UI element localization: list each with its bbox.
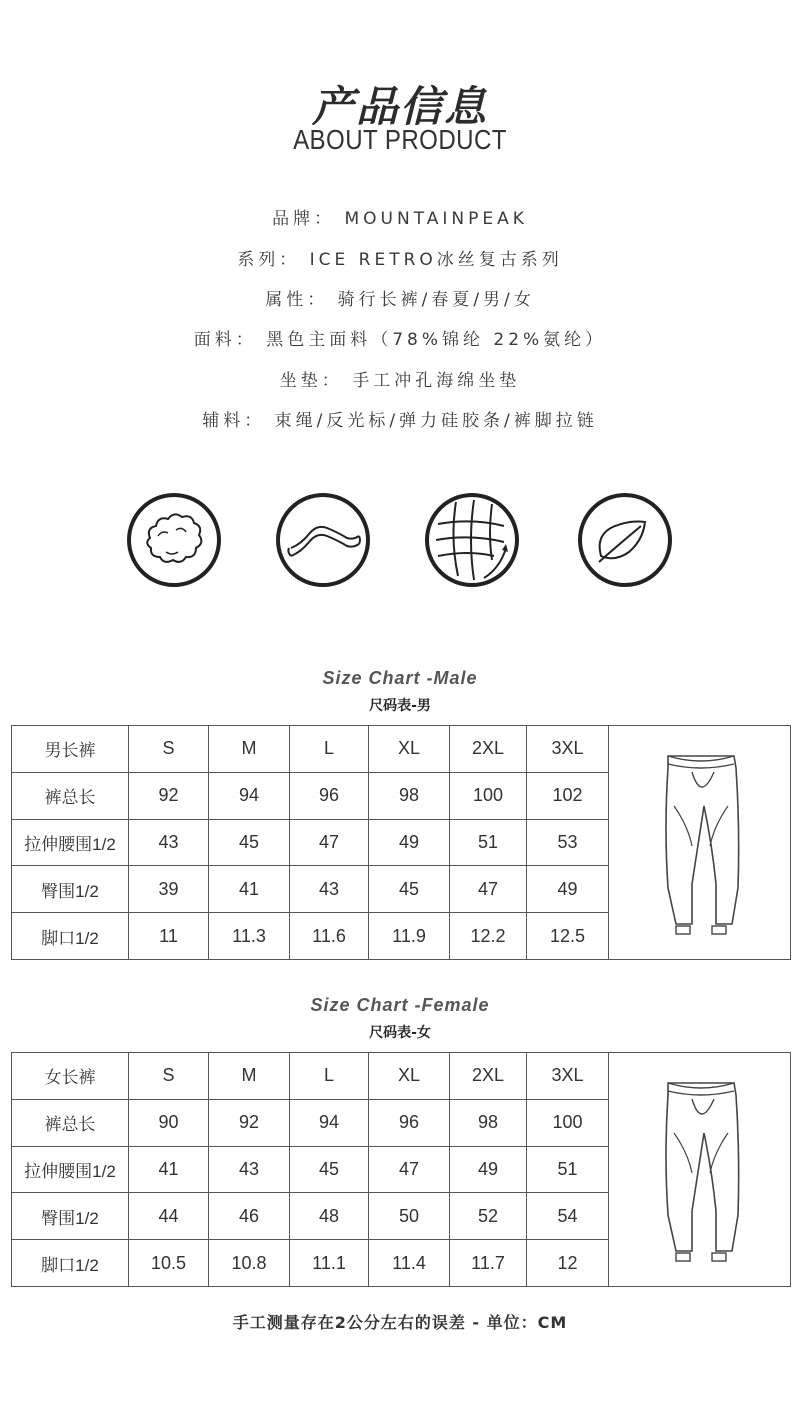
table-header-row [12,1053,791,1100]
table-cell: 92 [209,1099,290,1146]
table-cell: 45 [209,819,290,866]
stretch-fabric-icon [424,492,520,588]
table-cell: 51 [527,1146,609,1193]
table-cell: 54 [527,1193,609,1240]
table-cell: 女长裤 [12,1053,129,1100]
table-cell: 12.5 [527,913,609,960]
table-cell: S [129,1053,209,1100]
table-cell: 2XL [450,1053,527,1100]
table-cell: 100 [450,772,527,819]
table-cell: 48 [290,1193,369,1240]
table-cell: 拉伸腰围1/2 [12,1146,129,1193]
table-cell: 10.8 [209,1240,290,1287]
female-chart-title: Size Chart -Female [310,995,490,1015]
table-cell: 49 [527,866,609,913]
table-cell: 50 [369,1193,450,1240]
table-cell: 11.4 [369,1240,450,1287]
table-cell: L [290,726,369,773]
info-accessories: 辅料： 束绳/反光标/弹力硅胶条/裤脚拉链 [202,411,598,431]
table-cell: 96 [290,772,369,819]
table-cell: 41 [209,866,290,913]
female-chart-subtitle: 尺码表-女 [369,1025,431,1041]
table-cell: 49 [450,1146,527,1193]
table-cell: 拉伸腰围1/2 [12,819,129,866]
table-cell: 11.1 [290,1240,369,1287]
table-cell: 裤总长 [12,772,129,819]
male-size-table [11,725,791,960]
pants-icon [610,726,790,954]
table-cell: 裤总长 [12,1099,129,1146]
info-pad: 坐垫： 手工冲孔海绵坐垫 [279,371,521,391]
pants-illustration [609,726,791,960]
drawstring-icon [275,492,371,588]
table-cell: 2XL [450,726,527,773]
table-cell: 51 [450,819,527,866]
table-cell: 11.3 [209,913,290,960]
table-cell: XL [369,726,450,773]
table-header-row [12,726,791,773]
table-cell: 10.5 [129,1240,209,1287]
cushion-icon [126,492,222,588]
table-cell: 100 [527,1099,609,1146]
table-cell: S [129,726,209,773]
table-cell: 90 [129,1099,209,1146]
table-cell: 男长裤 [12,726,129,773]
table-cell: 臀围1/2 [12,866,129,913]
table-cell: 脚口1/2 [12,913,129,960]
feature-icons [0,492,800,592]
table-cell: 43 [129,819,209,866]
table-cell: 47 [369,1146,450,1193]
table-cell: 52 [450,1193,527,1240]
table-cell: 94 [209,772,290,819]
table-cell: 92 [129,772,209,819]
pants-icon [610,1053,790,1281]
table-cell: M [209,726,290,773]
table-cell: 43 [290,866,369,913]
table-cell: XL [369,1053,450,1100]
table-cell: 46 [209,1193,290,1240]
table-cell: 94 [290,1099,369,1146]
table-cell: 45 [369,866,450,913]
table-cell: 41 [129,1146,209,1193]
male-chart-subtitle: 尺码表-男 [369,698,431,714]
table-cell: 臀围1/2 [12,1193,129,1240]
table-cell: M [209,1053,290,1100]
info-series: 系列： ICE RETRO冰丝复古系列 [237,250,563,270]
table-cell: 45 [290,1146,369,1193]
info-brand: 品牌： MOUNTAINPEAK [272,209,528,229]
info-attribute: 属性： 骑行长裤/春夏/男/女 [265,290,535,310]
table-cell: 102 [527,772,609,819]
table-cell: 11.6 [290,913,369,960]
table-cell: 44 [129,1193,209,1240]
table-cell: 11 [129,913,209,960]
table-cell: 47 [450,866,527,913]
info-fabric: 面料： 黑色主面料（78%锦纶 22%氨纶） [193,330,607,350]
table-cell: 11.7 [450,1240,527,1287]
title-cn: 产品信息 [311,82,488,131]
table-cell: 98 [450,1099,527,1146]
male-chart-title: Size Chart -Male [322,668,478,688]
table-cell: 49 [369,819,450,866]
table-cell: 98 [369,772,450,819]
title-en: ABOUT PRODUCT [293,124,507,155]
table-cell: 53 [527,819,609,866]
table-cell: 96 [369,1099,450,1146]
pants-illustration [609,1053,791,1287]
table-cell: L [290,1053,369,1100]
table-cell: 39 [129,866,209,913]
table-cell: 47 [290,819,369,866]
table-cell: 3XL [527,726,609,773]
table-cell: 43 [209,1146,290,1193]
table-cell: 12.2 [450,913,527,960]
table-cell: 3XL [527,1053,609,1100]
table-cell: 12 [527,1240,609,1287]
leaf-icon [577,492,673,588]
female-size-table [11,1052,791,1287]
measurement-note: 手工测量存在2公分左右的误差 - 单位：CM [232,1313,568,1332]
table-cell: 11.9 [369,913,450,960]
table-cell: 脚口1/2 [12,1240,129,1287]
